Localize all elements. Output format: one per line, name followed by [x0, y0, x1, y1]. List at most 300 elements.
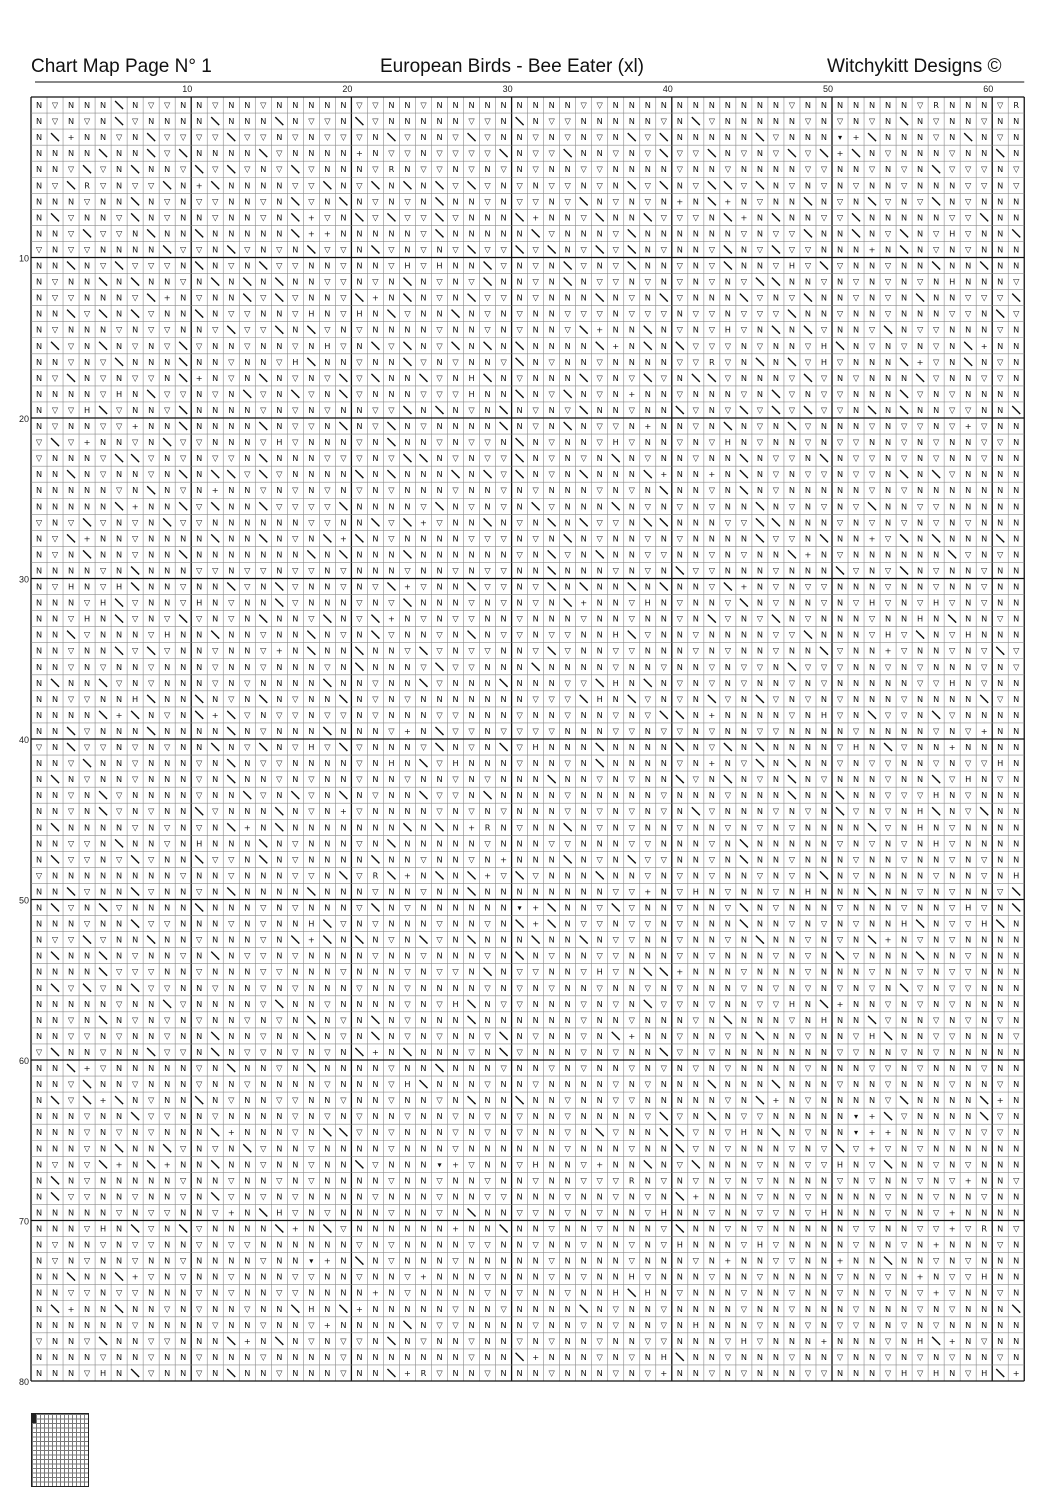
- stitch-symbol: [516, 1353, 524, 1361]
- stitch-symbol: ▽: [884, 998, 892, 1009]
- stitch-symbol: +: [227, 1127, 235, 1138]
- stitch-symbol: N: [804, 838, 812, 849]
- stitch-symbol: N: [628, 340, 635, 351]
- stitch-symbol: [259, 149, 267, 157]
- stitch-symbol: ▽: [949, 838, 956, 849]
- stitch-symbol: [227, 1064, 235, 1072]
- stitch-symbol: N: [692, 501, 699, 512]
- stitch-symbol: N: [100, 324, 107, 335]
- stitch-symbol: N: [724, 982, 731, 993]
- stitch-symbol: ▽: [212, 388, 219, 399]
- stitch-symbol: ▽: [660, 661, 667, 672]
- stitch-symbol: [916, 631, 924, 639]
- stitch-symbol: N: [244, 597, 251, 608]
- stitch-symbol: N: [212, 308, 219, 319]
- stitch-symbol: N: [452, 1046, 459, 1057]
- stitch-symbol: N: [548, 1127, 555, 1138]
- stitch-symbol: N: [484, 421, 491, 432]
- stitch-symbol: N: [116, 918, 123, 929]
- stitch-symbol: ▽: [516, 629, 523, 640]
- stitch-symbol: H: [788, 260, 796, 271]
- stitch-symbol: ▽: [724, 1143, 732, 1154]
- stitch-symbol: ▽: [404, 212, 411, 223]
- stitch-symbol: N: [420, 1159, 427, 1170]
- stitch-symbol: N: [148, 356, 155, 367]
- stitch-symbol: ▽: [884, 1271, 892, 1282]
- stitch-symbol: N: [949, 453, 956, 464]
- stitch-symbol: N: [404, 1143, 411, 1154]
- stitch-symbol: N: [949, 1095, 956, 1106]
- stitch-symbol: ▽: [372, 212, 379, 223]
- stitch-symbol: N: [676, 581, 683, 592]
- stitch-symbol: N: [35, 822, 43, 833]
- stitch-symbol: [99, 711, 107, 719]
- stitch-symbol: N: [35, 677, 43, 688]
- stitch-symbol: N: [1013, 1207, 1020, 1218]
- stitch-symbol: N: [148, 1030, 155, 1041]
- stitch-symbol: N: [196, 421, 203, 432]
- stitch-symbol: N: [692, 292, 699, 303]
- stitch-symbol: N: [933, 1143, 940, 1154]
- stitch-symbol: N: [452, 1014, 459, 1025]
- stitch-symbol: ▽: [981, 1335, 988, 1346]
- stitch-symbol: N: [917, 1319, 924, 1330]
- stitch-symbol: N: [388, 1159, 395, 1170]
- stitch-symbol: ▽: [820, 677, 828, 688]
- stitch-symbol: N: [484, 228, 491, 239]
- stitch-symbol: N: [933, 1063, 940, 1074]
- stitch-symbol: N: [997, 725, 1004, 736]
- stitch-symbol: [179, 358, 187, 366]
- stitch-symbol: ▽: [852, 950, 860, 961]
- stitch-symbol: [275, 294, 283, 302]
- stitch-symbol: ▽: [260, 132, 267, 143]
- stitch-symbol: N: [612, 404, 619, 415]
- stitch-symbol: N: [596, 469, 603, 480]
- stitch-symbol: [692, 117, 700, 125]
- stitch-symbol: N: [388, 1223, 395, 1234]
- stitch-symbol: N: [1013, 597, 1020, 608]
- stitch-symbol: [468, 1000, 476, 1008]
- stitch-symbol: N: [260, 597, 267, 608]
- stitch-symbol: N: [516, 1143, 523, 1154]
- stitch-symbol: N: [692, 950, 699, 961]
- stitch-symbol: N: [500, 966, 507, 977]
- stitch-symbol: N: [228, 902, 235, 913]
- stitch-symbol: [724, 262, 732, 270]
- stitch-symbol: ▽: [404, 132, 411, 143]
- stitch-symbol: N: [852, 1014, 860, 1025]
- stitch-symbol: [147, 390, 155, 398]
- stitch-symbol: N: [51, 453, 59, 464]
- stitch-symbol: N: [164, 469, 171, 480]
- stitch-symbol: N: [340, 1143, 347, 1154]
- stitch-symbol: N: [901, 822, 908, 833]
- stitch-symbol: N: [836, 854, 844, 865]
- stitch-symbol: ▽: [196, 1303, 203, 1314]
- stitch-symbol: +: [163, 292, 171, 303]
- stitch-symbol: ▽: [724, 372, 732, 383]
- stitch-symbol: [596, 743, 604, 751]
- stitch-symbol: [371, 855, 379, 863]
- stitch-symbol: H: [644, 1287, 651, 1298]
- stitch-symbol: N: [965, 437, 972, 448]
- stitch-symbol: N: [212, 228, 219, 239]
- stitch-symbol: N: [740, 372, 747, 383]
- stitch-symbol: N: [452, 1191, 459, 1202]
- stitch-symbol: N: [933, 661, 940, 672]
- stitch-symbol: N: [324, 1303, 331, 1314]
- stitch-symbol: N: [740, 998, 747, 1009]
- stitch-symbol: [131, 887, 139, 895]
- stitch-symbol: N: [708, 886, 715, 897]
- stitch-symbol: ▽: [644, 693, 651, 704]
- stitch-symbol: N: [1013, 324, 1020, 335]
- stitch-symbol: ▽: [932, 132, 940, 143]
- stitch-symbol: ▽: [884, 1191, 892, 1202]
- stitch-symbol: ▽: [292, 437, 299, 448]
- stitch-symbol: ▽: [836, 388, 844, 399]
- stitch-symbol: ▽: [372, 164, 379, 175]
- stitch-symbol: +: [628, 388, 636, 399]
- stitch-symbol: N: [596, 1367, 603, 1378]
- stitch-symbol: N: [852, 485, 860, 496]
- stitch-symbol: [532, 663, 540, 671]
- stitch-symbol: N: [548, 998, 555, 1009]
- stitch-symbol: N: [420, 806, 427, 817]
- stitch-symbol: N: [67, 1319, 75, 1330]
- stitch-symbol: N: [372, 388, 379, 399]
- stitch-symbol: N: [67, 597, 75, 608]
- stitch-symbol: ▽: [452, 565, 459, 576]
- stitch-symbol: N: [372, 1367, 379, 1378]
- stitch-symbol: N: [180, 100, 187, 111]
- stitch-symbol: ▽: [516, 998, 523, 1009]
- stitch-symbol: [756, 133, 764, 141]
- stitch-symbol: N: [804, 132, 812, 143]
- stitch-symbol: N: [468, 469, 475, 480]
- stitch-symbol: ▽: [628, 725, 635, 736]
- stitch-symbol: N: [308, 148, 315, 159]
- stitch-symbol: ▽: [260, 1030, 267, 1041]
- stitch-symbol: N: [885, 453, 892, 464]
- stitch-symbol: +: [67, 132, 75, 143]
- stitch-symbol: ▽: [436, 324, 443, 335]
- stitch-symbol: N: [404, 116, 411, 127]
- stitch-symbol: N: [885, 501, 892, 512]
- stitch-symbol: N: [308, 1207, 315, 1218]
- stitch-symbol: ▽: [484, 1079, 491, 1090]
- stitch-symbol: ▽: [420, 212, 427, 223]
- stitch-symbol: ▽: [692, 212, 699, 223]
- stitch-symbol: H: [388, 758, 395, 769]
- stitch-symbol: N: [852, 1095, 860, 1106]
- stitch-symbol: H: [917, 822, 924, 833]
- stitch-symbol: N: [388, 1351, 395, 1362]
- stitch-symbol: +: [532, 1351, 540, 1362]
- stitch-symbol: ▽: [820, 404, 828, 415]
- stitch-symbol: N: [228, 340, 235, 351]
- stitch-symbol: ▽: [900, 790, 908, 801]
- stitch-symbol: ▽: [468, 597, 475, 608]
- stitch-symbol: N: [212, 1014, 219, 1025]
- stitch-symbol: [83, 550, 91, 558]
- stitch-symbol: N: [1013, 982, 1020, 993]
- stitch-symbol: N: [820, 1271, 828, 1282]
- stitch-symbol: [932, 165, 940, 173]
- stitch-symbol: N: [308, 260, 315, 271]
- stitch-symbol: N: [260, 822, 267, 833]
- stitch-symbol: ▽: [51, 100, 59, 111]
- stitch-symbol: [692, 807, 700, 815]
- stitch-symbol: N: [132, 1207, 139, 1218]
- stitch-symbol: N: [35, 388, 43, 399]
- stitch-symbol: [900, 984, 908, 992]
- stitch-symbol: ▽: [260, 437, 267, 448]
- stitch-symbol: ▽: [836, 661, 844, 672]
- stitch-symbol: N: [628, 276, 635, 287]
- stitch-symbol: N: [660, 100, 667, 111]
- stitch-symbol: N: [740, 950, 747, 961]
- stitch-symbol: N: [196, 1175, 203, 1186]
- stitch-symbol: ▽: [949, 164, 956, 175]
- stitch-symbol: N: [420, 693, 427, 704]
- stitch-symbol: N: [308, 1351, 315, 1362]
- stitch-symbol: [660, 583, 668, 591]
- stitch-symbol: [163, 245, 171, 253]
- stitch-symbol: N: [372, 228, 379, 239]
- stitch-symbol: N: [324, 292, 331, 303]
- stitch-symbol: ▽: [308, 501, 315, 512]
- stitch-symbol: +: [355, 1303, 363, 1314]
- stitch-symbol: ▽: [67, 340, 75, 351]
- stitch-symbol: H: [933, 838, 940, 849]
- stitch-symbol: [900, 534, 908, 542]
- stitch-symbol: N: [388, 822, 395, 833]
- stitch-symbol: N: [180, 677, 187, 688]
- stitch-symbol: N: [868, 1207, 876, 1218]
- stitch-symbol: N: [820, 822, 828, 833]
- stitch-symbol: [307, 887, 315, 895]
- stitch-symbol: N: [196, 356, 203, 367]
- stitch-symbol: N: [788, 725, 796, 736]
- stitch-symbol: ▽: [164, 340, 171, 351]
- stitch-symbol: N: [35, 790, 43, 801]
- stitch-symbol: [980, 1112, 988, 1120]
- stitch-symbol: N: [132, 356, 139, 367]
- stitch-symbol: N: [500, 180, 507, 191]
- stitch-symbol: N: [100, 1030, 107, 1041]
- stitch-symbol: ▽: [532, 725, 539, 736]
- stitch-symbol: N: [388, 886, 395, 897]
- stitch-symbol: ▽: [965, 1014, 972, 1025]
- stitch-symbol: N: [933, 292, 940, 303]
- stitch-symbol: ▽: [676, 950, 683, 961]
- stitch-symbol: N: [917, 308, 924, 319]
- stitch-symbol: H: [100, 1223, 107, 1234]
- stitch-symbol: N: [84, 1014, 91, 1025]
- stitch-symbol: N: [836, 725, 844, 736]
- stitch-symbol: [67, 1273, 75, 1281]
- stitch-symbol: H: [981, 918, 988, 929]
- stitch-symbol: ▽: [580, 1175, 587, 1186]
- stitch-symbol: ▽: [164, 709, 171, 720]
- stitch-symbol: ▽: [404, 774, 411, 785]
- stitch-symbol: N: [276, 421, 283, 432]
- stitch-symbol: N: [276, 404, 283, 415]
- stitch-symbol: N: [596, 1255, 603, 1266]
- stitch-symbol: [932, 262, 940, 270]
- stitch-symbol: N: [820, 308, 828, 319]
- stitch-symbol: ▽: [644, 1335, 651, 1346]
- stitch-symbol: ▽: [484, 132, 491, 143]
- stitch-symbol: ▽: [67, 164, 75, 175]
- stitch-symbol: N: [612, 1111, 619, 1122]
- stitch-symbol: ▽: [708, 1046, 715, 1057]
- stitch-symbol: [724, 245, 732, 253]
- stitch-symbol: [243, 1144, 251, 1152]
- stitch-symbol: N: [804, 517, 812, 528]
- stitch-symbol: N: [901, 886, 908, 897]
- stitch-symbol: ▽: [884, 308, 892, 319]
- stitch-symbol: ▽: [548, 725, 555, 736]
- stitch-symbol: N: [580, 1287, 587, 1298]
- stitch-symbol: N: [820, 950, 828, 961]
- stitch-symbol: N: [35, 1303, 43, 1314]
- stitch-symbol: N: [212, 1367, 219, 1378]
- stitch-symbol: N: [564, 1175, 571, 1186]
- stitch-symbol: N: [100, 501, 107, 512]
- stitch-symbol: N: [468, 918, 475, 929]
- stitch-symbol: ▽: [388, 597, 395, 608]
- stitch-symbol: ▽: [708, 501, 715, 512]
- stitch-symbol: N: [420, 1046, 427, 1057]
- stitch-symbol: N: [100, 998, 107, 1009]
- stitch-symbol: ▽: [532, 148, 539, 159]
- stitch-symbol: ▽: [500, 1063, 507, 1074]
- stitch-symbol: N: [917, 212, 924, 223]
- stitch-symbol: ▽: [788, 372, 796, 383]
- stitch-symbol: ▽: [836, 356, 844, 367]
- stitch-symbol: [564, 262, 572, 270]
- stitch-symbol: N: [724, 501, 731, 512]
- stitch-symbol: N: [484, 485, 491, 496]
- stitch-symbol: ▽: [852, 806, 860, 817]
- stitch-symbol: N: [308, 998, 315, 1009]
- stitch-symbol: N: [708, 404, 715, 415]
- stitch-symbol: N: [51, 517, 59, 528]
- stitch-symbol: ▽: [388, 629, 395, 640]
- stitch-symbol: N: [852, 790, 860, 801]
- stitch-symbol: N: [532, 1367, 539, 1378]
- stitch-symbol: N: [532, 613, 539, 624]
- stitch-symbol: N: [244, 260, 251, 271]
- stitch-symbol: N: [228, 1111, 235, 1122]
- stitch-symbol: [131, 711, 139, 719]
- stitch-symbol: N: [644, 581, 651, 592]
- stitch-symbol: N: [468, 340, 475, 351]
- stitch-symbol: N: [388, 324, 395, 335]
- stitch-symbol: N: [836, 228, 844, 239]
- stitch-symbol: ▽: [196, 501, 203, 512]
- stitch-symbol: N: [308, 1127, 315, 1138]
- stitch-symbol: [676, 1225, 684, 1233]
- stitch-symbol: N: [740, 774, 747, 785]
- stitch-symbol: N: [420, 1223, 427, 1234]
- stitch-symbol: ▽: [356, 613, 363, 624]
- stitch-symbol: +: [163, 1159, 171, 1170]
- stitch-symbol: N: [660, 340, 667, 351]
- stitch-symbol: ▽: [756, 725, 764, 736]
- stitch-symbol: N: [772, 501, 779, 512]
- stitch-symbol: N: [276, 1046, 283, 1057]
- stitch-symbol: ▽: [292, 501, 299, 512]
- stitch-symbol: N: [244, 998, 251, 1009]
- stitch-symbol: N: [51, 613, 59, 624]
- stitch-symbol: N: [981, 549, 988, 560]
- stitch-symbol: N: [452, 1351, 459, 1362]
- stitch-symbol: N: [949, 501, 956, 512]
- stitch-symbol: N: [596, 1143, 603, 1154]
- stitch-symbol: ▽: [708, 437, 715, 448]
- stitch-symbol: [868, 936, 876, 944]
- stitch-symbol: N: [388, 1271, 395, 1282]
- stitch-symbol: N: [868, 1079, 876, 1090]
- stitch-symbol: ▽: [740, 549, 748, 560]
- stitch-symbol: [387, 213, 395, 221]
- stitch-symbol: [580, 406, 588, 414]
- stitch-symbol: N: [917, 742, 924, 753]
- stitch-symbol: ▽: [404, 693, 411, 704]
- stitch-symbol: N: [324, 1271, 331, 1282]
- stitch-symbol: N: [708, 421, 715, 432]
- stitch-symbol: N: [820, 742, 828, 753]
- stitch-symbol: N: [388, 982, 395, 993]
- stitch-symbol: [355, 663, 363, 671]
- stitch-symbol: [403, 406, 411, 414]
- stitch-symbol: N: [740, 116, 747, 127]
- stitch-symbol: N: [868, 1191, 876, 1202]
- stitch-symbol: N: [164, 1319, 171, 1330]
- stitch-symbol: [51, 679, 59, 687]
- stitch-symbol: N: [276, 308, 283, 319]
- stitch-symbol: ▽: [83, 1255, 91, 1266]
- stitch-symbol: ▽: [388, 404, 395, 415]
- stitch-symbol: N: [772, 822, 779, 833]
- stitch-symbol: ▽: [965, 758, 972, 769]
- stitch-symbol: ▽: [131, 1079, 139, 1090]
- stitch-symbol: N: [933, 1303, 940, 1314]
- stitch-symbol: ▽: [949, 421, 956, 432]
- stitch-symbol: N: [868, 1335, 876, 1346]
- stitch-symbol: ▽: [916, 324, 924, 335]
- stitch-symbol: N: [564, 212, 571, 223]
- stitch-symbol: ▽: [949, 148, 956, 159]
- stitch-symbol: N: [804, 1223, 812, 1234]
- stitch-symbol: N: [981, 469, 988, 480]
- stitch-symbol: N: [868, 693, 876, 704]
- stitch-symbol: N: [500, 308, 507, 319]
- stitch-symbol: N: [356, 421, 363, 432]
- stitch-symbol: N: [804, 1335, 812, 1346]
- stitch-symbol: ▽: [756, 1159, 764, 1170]
- stitch-symbol: H: [324, 340, 331, 351]
- stitch-symbol: ▽: [676, 276, 683, 287]
- stitch-symbol: N: [692, 966, 699, 977]
- stitch-symbol: N: [516, 838, 523, 849]
- stitch-symbol: N: [981, 100, 988, 111]
- stitch-symbol: ▽: [180, 244, 187, 255]
